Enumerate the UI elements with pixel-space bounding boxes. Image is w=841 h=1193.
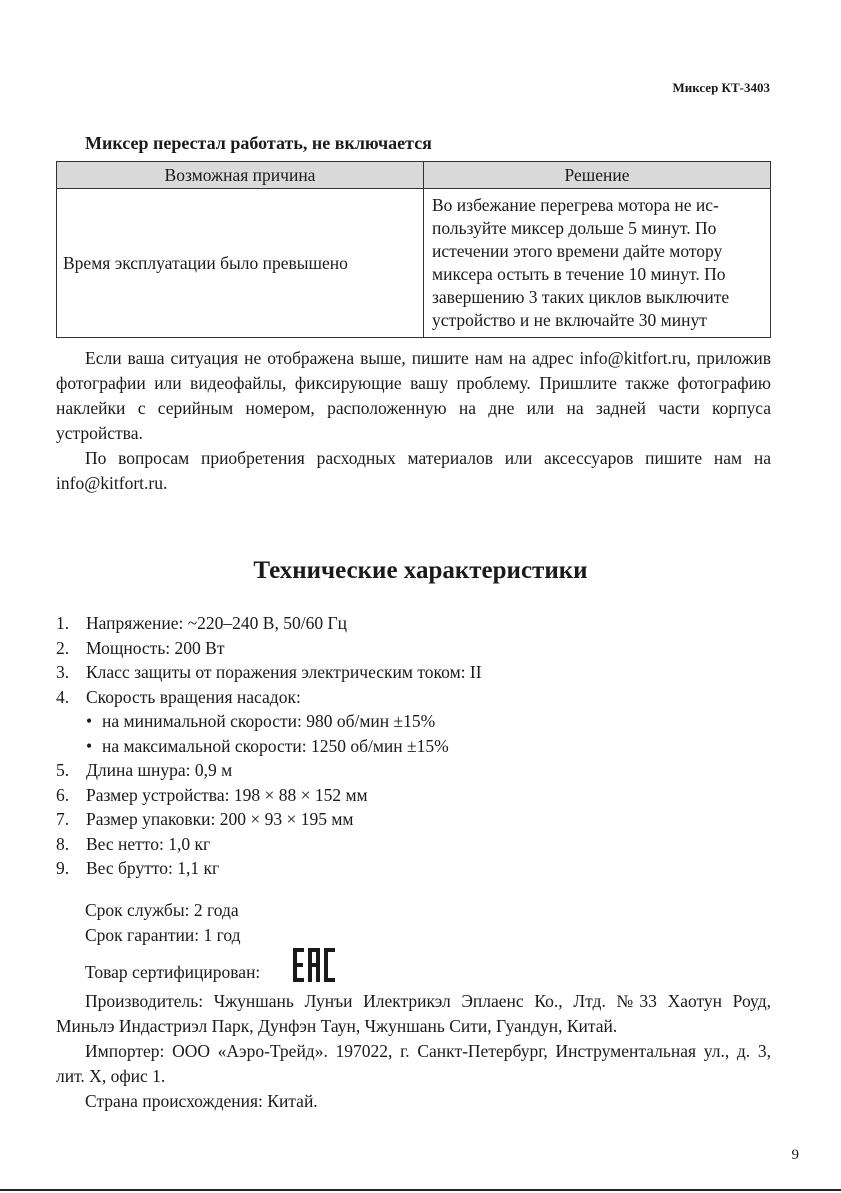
spec-text: Вес нетто: 1,0 кг [86,833,211,854]
spec-number: 3. [56,662,70,682]
spec-number: 1. [56,613,70,633]
spec-item [56,611,482,636]
specs-title: Технические характеристики [253,557,588,584]
certification-line [56,948,771,989]
product-info [56,898,771,1114]
spec-item [56,636,482,661]
spec-text: Размер упаковки: 200 × 93 × 195 мм [86,809,354,829]
spec-text: Вес брутто: 1,1 кг [86,858,220,878]
speed-sublist [86,709,482,758]
spec-item [56,856,482,881]
speed-subitem [86,709,482,734]
country-of-origin: Страна происхождения: Китай. [85,1091,318,1111]
table-header-row [57,162,771,189]
column-header-solution: Решение [424,162,771,189]
service-life: Срок службы: 2 года [85,900,239,920]
manufacturer: Производитель: Чжуншань Лунъи Илектрикэл Эплаенс Ко., Лтд. №33 Хаотун Роуд, Миньлэ Индастриэл Парк, Дунфэн Таун, Чжуншань Сити, Гуандун, Китай. [56,991,771,1036]
spec-text: Длина шнура: 0,9 м [86,760,233,780]
spec-number: 6. [56,784,70,805]
spec-item [56,807,482,832]
bullet-icon: • [86,711,93,731]
spec-text: Напряжение: ~220–240 В, 50/60 Гц [86,613,347,633]
specs-list [56,611,482,881]
eac-mark-icon [264,948,335,989]
spec-text: Скорость вращения насадок: [86,686,301,707]
troubleshooting-heading: Миксер перестал работать, не включается [85,133,432,153]
contact-paragraph: Если ваша ситуация не отображена выше, пишите нам на адрес info@kitfort.ru, приложив фотографии или видеофайлы, фиксирующие вашу проблему. Пришлите также фотографию наклейки с серийным номером, расположенную на дне или на задней части корпуса устройства. [56,348,771,443]
spec-item [56,685,482,759]
page-number: 9 [791,1147,799,1163]
spec-item [56,832,482,857]
troubleshooting-table [56,161,771,338]
spec-text: Размер устройства: 198 × 88 × 152 мм [86,784,368,805]
bullet-icon: • [86,735,93,756]
spec-item [56,758,482,783]
cause-cell: Время эксплуатации было превышено [57,189,424,338]
spec-number: 4. [56,686,70,707]
spec-number: 2. [56,637,70,658]
spec-number: 5. [56,760,70,780]
warranty-period: Срок гарантии: 1 год [85,925,241,945]
solution-cell: Во избежание перегрева мотора не ис-пользуйте миксер дольше 5 минут. По истечении этого времени дайте мотору миксера остыть в течение 10 минут. По завершению 3 таких циклов выключите устройство и не включайте 30 минут [424,189,771,338]
spec-item [56,783,482,808]
spec-item [56,660,482,685]
certification-text: Товар сертифицирован: [85,962,261,982]
document-header-model: Миксер КТ-3403 [672,80,770,95]
speed-subitem-text: на минимальной скорости: 980 об/мин ±15% [102,711,436,731]
spec-number: 8. [56,833,70,854]
spec-number: 9. [56,858,70,878]
spec-text: Класс защиты от поражения электрическим током: II [86,662,482,682]
accessories-paragraph: По вопросам приобретения расходных материалов или аксессуаров пишите нам на info@kitfort.ru. [56,448,771,493]
speed-subitem-text: на максимальной скорости: 1250 об/мин ±15% [102,735,449,756]
table-row [57,189,771,338]
spec-number: 7. [56,809,70,829]
speed-subitem [86,734,482,759]
bottom-divider [0,1189,841,1191]
spec-text: Мощность: 200 Вт [86,637,225,658]
column-header-cause: Возможная причина [57,162,424,189]
importer: Импортер: ООО «Аэро-Трейд». 197022, г. Санкт-Петербург, Инструментальная ул., д. 3, лит. Х, офис 1. [56,1041,771,1086]
